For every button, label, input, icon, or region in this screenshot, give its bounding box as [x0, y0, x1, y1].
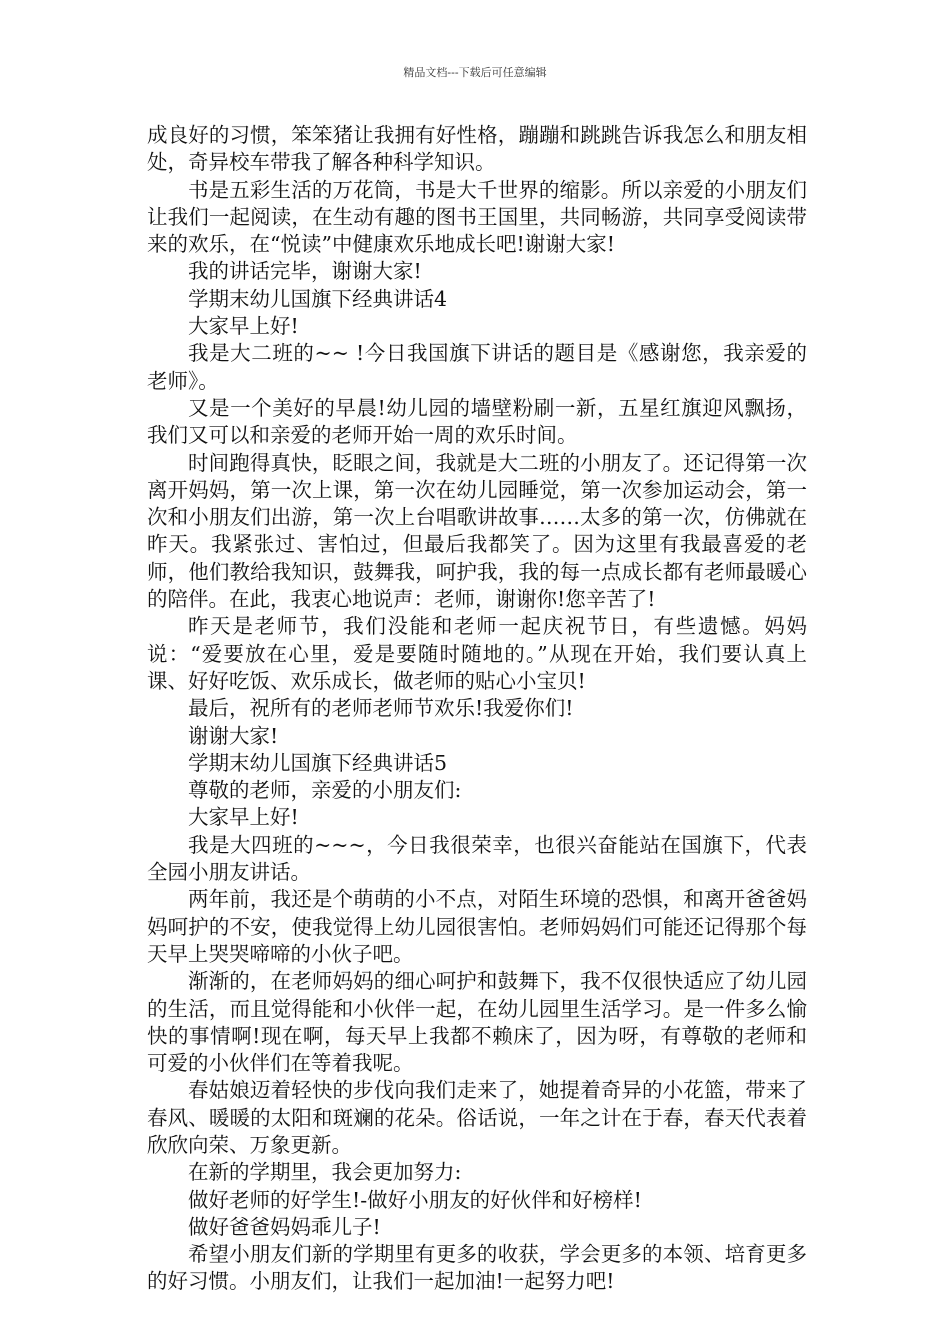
paragraph: 又是一个美好的早晨!幼儿园的墙壁粉刷一新，五星红旗迎风飘扬，我们又可以和亲爱的老师开始一周的欢乐时间。 [147, 395, 807, 448]
paragraph: 大家早上好! [188, 805, 299, 830]
paragraph: 尊敬的老师，亲爱的小朋友们: [188, 778, 462, 803]
paragraph: 春姑娘迈着轻快的步伐向我们走来了，她提着奇异的小花篮，带来了春风、暖暖的太阳和斑斓的花朵。俗话说，一年之计在于春，春天代表着欣欣向荣、万象更新。 [147, 1078, 807, 1157]
paragraph: 大家早上好! [188, 314, 299, 339]
paragraph: 在新的学期里，我会更加努力: [188, 1160, 462, 1185]
paragraph: 我是大二班的~~ !今日我国旗下讲话的题目是《感谢您，我亲爱的老师》。 [147, 341, 807, 393]
paragraph: 书是五彩生活的万花筒，书是大千世界的缩影。所以亲爱的小朋友们让我们一起阅读，在生动有趣的图书王国里，共同畅游，共同享受阅读带来的欢乐，在“悦读”中健康欢乐地成长吧!谢谢大家! [147, 177, 807, 257]
paragraph: 希望小朋友们新的学期里有更多的收获，学会更多的本领、培育更多的好习惯。小朋友们，让我们一起加油!一起努力吧! [147, 1242, 807, 1294]
document-body [147, 122, 807, 1296]
section-title: 学期末幼儿国旗下经典讲话5 [188, 750, 448, 775]
paragraph: 我是大四班的~~~，今日我很荣幸，也很兴奋能站在国旗下，代表全园小朋友讲话。 [147, 832, 807, 885]
paragraph: 渐渐的，在老师妈妈的细心呵护和鼓舞下，我不仅很快适应了幼儿园的生活，而且觉得能和小伙伴一起，在幼儿园里生活学习。是一件多么愉快的事情啊!现在啊，每天早上我都不赖床了，因为呀，有尊敬的老师和可爱的小伙伴们在等着我呢。 [147, 969, 807, 1076]
paragraph: 成良好的习惯，笨笨猪让我拥有好性格，蹦蹦和跳跳告诉我怎么和朋友相处，奇异校车带我了解各种科学知识。 [147, 123, 807, 175]
paragraph: 做好老师的好学生!-做好小朋友的好伙伴和好榜样! [188, 1187, 642, 1212]
paragraph: 最后，祝所有的老师老师节欢乐!我爱你们! [188, 696, 574, 721]
paragraph: 我的讲话完毕，谢谢大家! [188, 259, 422, 284]
paragraph: 做好爸爸妈妈乖儿子! [188, 1214, 381, 1239]
paragraph: 谢谢大家! [188, 723, 279, 748]
paragraph: 昨天是老师节，我们没能和老师一起庆祝节日，有些遗憾。妈妈说：“爱要放在心里，爱是要随时随地的。”从现在开始，我们要认真上课、好好吃饭、欢乐成长，做老师的贴心小宝贝! [147, 614, 807, 693]
page-header: 精品文档---下载后可任意编辑 [403, 66, 547, 79]
section-title: 学期末幼儿国旗下经典讲话4 [188, 286, 448, 311]
paragraph: 两年前，我还是个萌萌的小不点，对陌生环境的恐惧，和离开爸爸妈妈呵护的不安，使我觉得上幼儿园很害怕。老师妈妈们可能还记得那个每天早上哭哭啼啼的小伙子吧。 [147, 887, 807, 966]
paragraph: 时间跑得真快，眨眼之间，我就是大二班的小朋友了。还记得第一次离开妈妈，第一次上课，第一次在幼儿园睡觉，第一次参加运动会，第一次和小朋友们出游，第一次上台唱歌讲故事……太多的第一次，仿佛就在昨天。我紧张过、害怕过，但最后我都笑了。因为这里有我最喜爱的老师，他们教给我知识，鼓舞我，呵护我，我的每一点成长都有老师最暖心的陪伴。在此，我衷心地说声：老师，谢谢你!您辛苦了! [147, 450, 807, 612]
